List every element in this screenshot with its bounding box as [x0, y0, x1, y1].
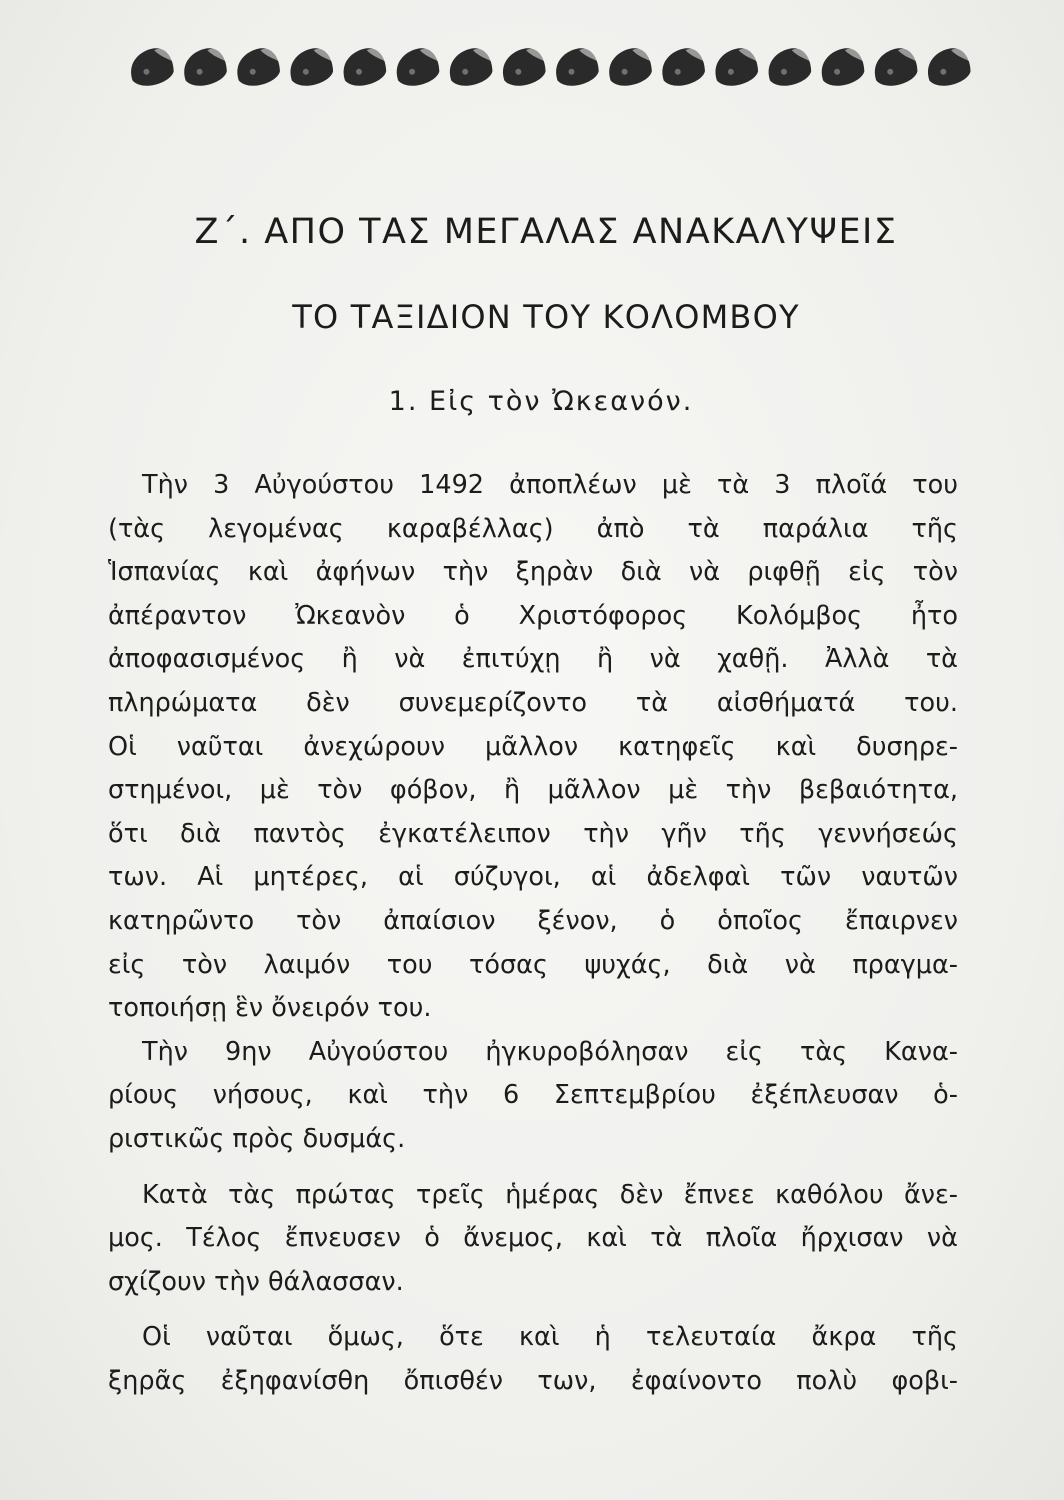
text-line: ριστικῶς πρὸς δυσμάς. — [108, 1123, 406, 1154]
text-line: ρίους νήσους, καὶ τὴν 6 Σεπτεμβρίου ἐξέπλευσαν ὁ- — [108, 1080, 958, 1111]
text-line: Οἱ ναῦται ἀνεχώρουν μᾶλλον κατηφεῖς καὶ δυσηρε- — [108, 731, 958, 762]
ornament-leaf-icon — [603, 44, 656, 91]
ornament-leaf-icon — [284, 44, 337, 91]
text-line: (τὰς λεγομένας καραβέλλας) ἀπὸ τὰ παράλια τῆς — [108, 513, 958, 544]
text-line: ἀποφασισμένος ἢ νὰ ἐπιτύχῃ ἢ νὰ χαθῇ. Ἀλλὰ τὰ — [108, 644, 958, 675]
text-line: εἰς τὸν λαιμόν του τόσας ψυχάς, διὰ νὰ πραγμα- — [108, 949, 958, 980]
ornament-leaf-icon — [444, 44, 497, 91]
text-line: μος. Τέλος ἔπνευσεν ὁ ἄνεμος, καὶ τὰ πλοῖα ἤρχισαν νὰ — [108, 1223, 958, 1254]
ornament-leaf-icon — [869, 44, 922, 91]
text-line: κατηρῶντο τὸν ἀπαίσιον ξένον, ὁ ὁποῖος ἔπαιρνεν — [108, 905, 958, 936]
text-line: ξηρᾶς ἐξηφανίσθη ὄπισθέν των, ἐφαίνοντο πολὺ φοβι- — [108, 1365, 958, 1396]
ornament-leaf-icon — [231, 44, 284, 91]
text-line: σχίζουν τὴν θάλασσαν. — [108, 1266, 404, 1297]
section-title: 1. Εἰς τὸν Ὠκεανόν. — [388, 386, 694, 417]
text-line: ὅτι διὰ παντὸς ἐγκατέλειπον τὴν γῆν τῆς γεννήσεώς — [108, 818, 958, 849]
ornament-leaf-icon — [922, 44, 975, 91]
ornament-leaf-icon — [125, 44, 178, 91]
text-line: τοποιήσῃ ἓν ὄνειρόν του. — [108, 993, 432, 1024]
text-line: Οἱ ναῦται ὅμως, ὅτε καὶ ἡ τελευταία ἄκρα τῆς — [142, 1322, 958, 1353]
ornament-leaf-icon — [178, 44, 231, 91]
chapter-title: Ζ΄. ΑΠΟ ΤΑΣ ΜΕΓΑΛΑΣ ΑΝΑΚΑΛΥΨΕΙΣ — [194, 212, 898, 252]
decorative-ornament-band — [125, 40, 975, 96]
ornament-leaf-icon — [497, 44, 550, 91]
text-line: Τὴν 9ην Αὐγούστου ἠγκυροβόλησαν εἰς τὰς Κανα- — [142, 1036, 958, 1067]
text-line: των. Αἱ μητέρες, αἱ σύζυγοι, αἱ ἀδελφαὶ τῶν ναυτῶν — [108, 862, 958, 893]
ornament-leaf-icon — [816, 44, 869, 91]
text-line: Κατὰ τὰς πρώτας τρεῖς ἡμέρας δὲν ἔπνεε καθόλου ἄνε- — [142, 1179, 958, 1210]
ornament-leaf-icon — [709, 44, 762, 91]
ornament-leaf-icon — [550, 44, 603, 91]
text-line: ἀπέραντον Ὠκεανὸν ὁ Χριστόφορος Κολόμβος ἦτο — [108, 600, 958, 631]
text-line: στημένοι, μὲ τὸν φόβον, ἢ μᾶλλον μὲ τὴν βεβαιότητα, — [108, 775, 958, 806]
ornament-leaf-icon — [656, 44, 709, 91]
story-title: ΤΟ ΤΑΞΙΔΙΟΝ ΤΟΥ ΚΟΛΟΜΒΟΥ — [292, 298, 800, 336]
text-line: Ἱσπανίας καὶ ἀφήνων τὴν ξηρὰν διὰ νὰ ριφθῇ εἰς τὸν — [108, 557, 958, 588]
body-text — [108, 464, 958, 1403]
ornament-leaf-icon — [337, 44, 390, 91]
ornament-leaf-icon — [762, 44, 815, 91]
ornament-leaf-icon — [391, 44, 444, 91]
text-line: Τὴν 3 Αὐγούστου 1492 ἀποπλέων μὲ τὰ 3 πλοῖά του — [142, 470, 958, 500]
text-line: πληρώματα δὲν συνεμερίζοντο τὰ αἰσθήματά του. — [108, 687, 958, 718]
